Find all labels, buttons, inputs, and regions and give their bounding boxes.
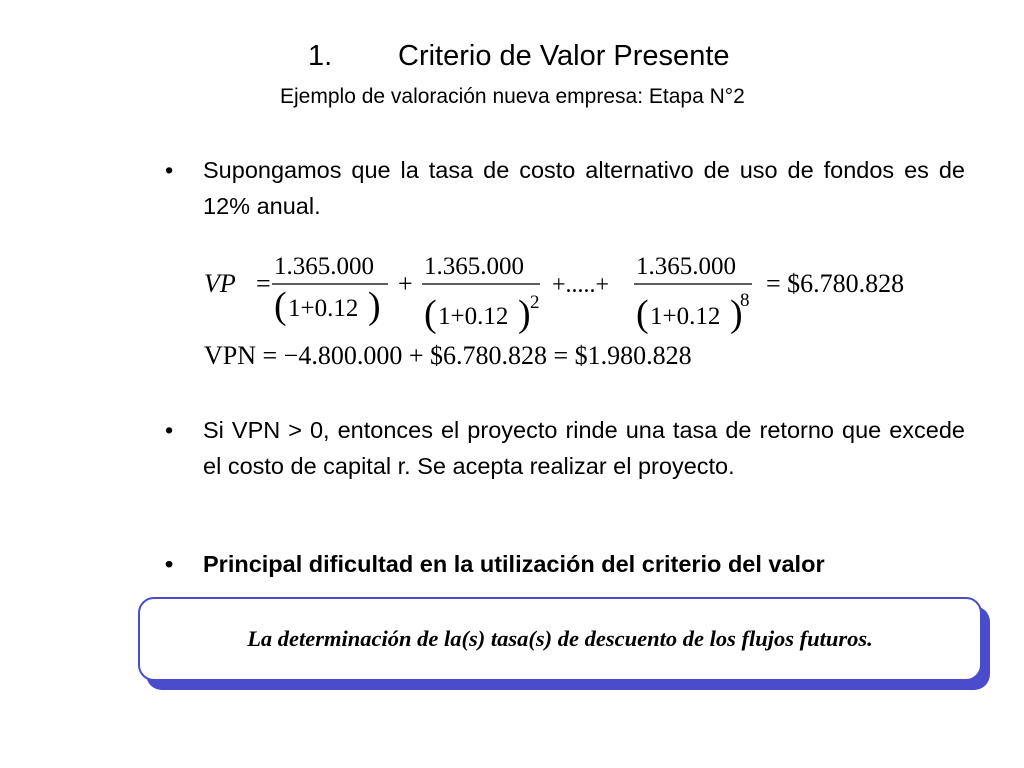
- paren-open-3: (: [636, 293, 649, 335]
- paren-open-2: (: [424, 293, 437, 335]
- slide-subtitle: Ejemplo de valoración nueva empresa: Etapa N°2: [280, 85, 745, 108]
- paren-open-1: (: [274, 285, 287, 327]
- bullet-text: Supongamos que la tasa de costo alternativo de uso de fondos es de 12% anual.: [203, 157, 965, 219]
- denominator-1: 1+0.12: [288, 295, 359, 322]
- paren-close-3: ): [730, 293, 743, 335]
- numerator-2: 1.365.000: [424, 253, 524, 280]
- numerator-1: 1.365.000: [274, 253, 374, 280]
- callout-text: La determinación de la(s) tasa(s) de descuento de los flujos futuros.: [247, 626, 873, 651]
- present-value-equation: [196, 246, 936, 386]
- denominator-3: 1+0.12: [650, 303, 721, 330]
- exponent-8: 8: [740, 290, 750, 311]
- plus-sign-1: +: [398, 269, 413, 298]
- vp-result: = $6.780.828: [766, 269, 905, 298]
- paren-close-2: ): [518, 293, 531, 335]
- ellipsis-plus: +.....+: [552, 272, 610, 298]
- bullet-icon: •: [165, 551, 174, 577]
- bullet-text: Si VPN > 0, entonces el proyecto rinde una tasa de retorno que excede el costo de capital r. Se acepta realizar el proyecto.: [203, 417, 965, 479]
- title-number: 1.: [308, 40, 333, 72]
- title-text: Criterio de Valor Presente: [398, 40, 730, 72]
- bullet-icon: •: [165, 157, 174, 183]
- callout-box: [138, 597, 982, 681]
- numerator-3: 1.365.000: [636, 253, 736, 280]
- exponent-2: 2: [530, 292, 540, 313]
- vpn-line: VPN = −4.800.000 + $6.780.828 = $1.980.828: [204, 341, 692, 370]
- vp-label: VP: [204, 269, 236, 298]
- slide-title: [308, 40, 730, 73]
- bullet-text: Principal dificultad en la utilización del criterio del valor: [203, 551, 825, 577]
- denominator-2: 1+0.12: [438, 303, 509, 330]
- paren-close-1: ): [368, 285, 381, 327]
- equals-sign: =: [256, 269, 271, 298]
- bullet-icon: •: [165, 417, 174, 443]
